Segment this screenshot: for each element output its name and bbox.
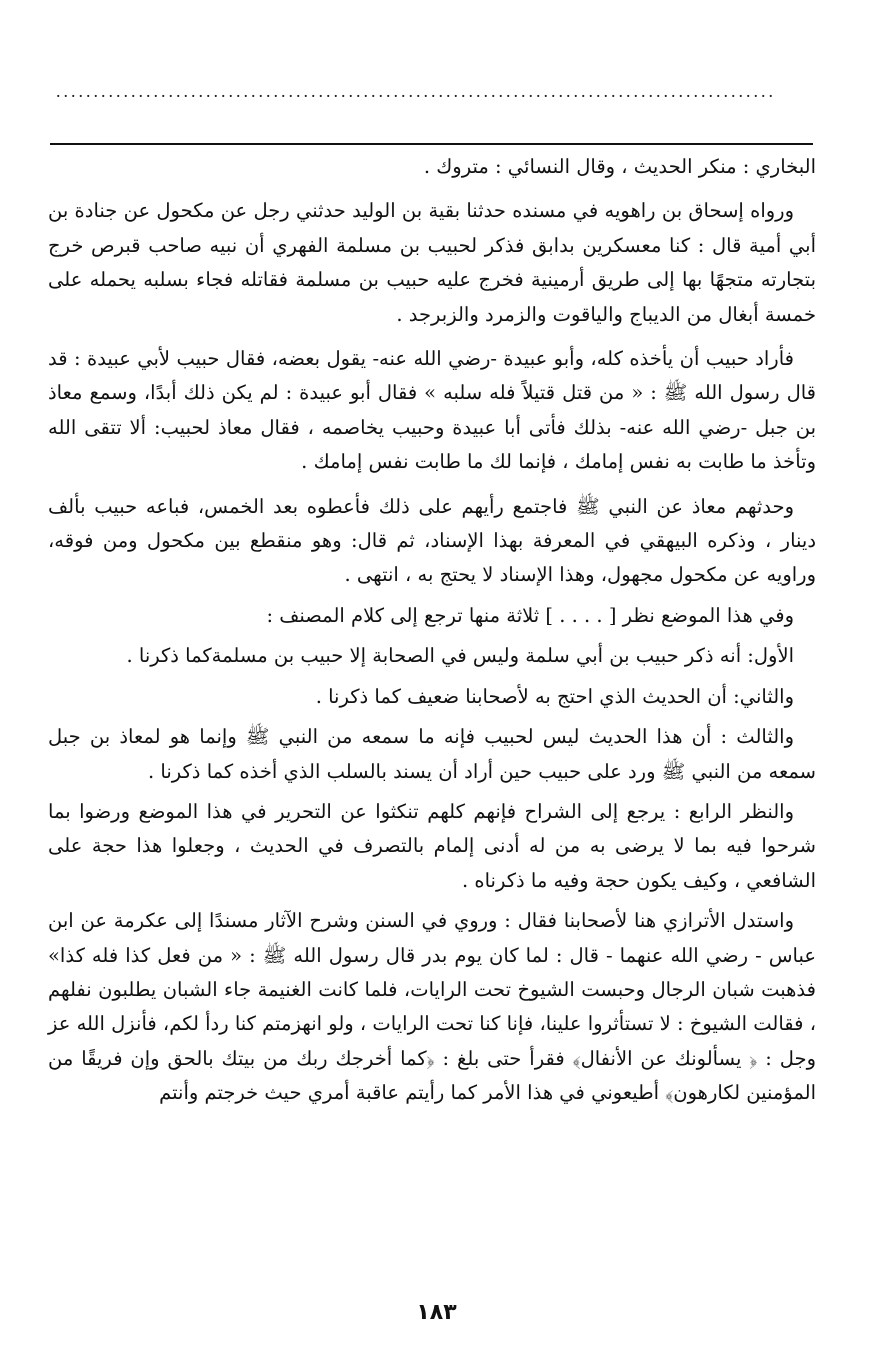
paragraph-8: والثالث : أن هذا الحديث ليس لحبيب فإنه ما سمعه من النبي ﷺ وإنما هو لمعاذ بن جبل سمعه من النبي ﷺ ورد على حبيب حين أراد أن يسند بالسلب الذي أخذه كما ذكرنا . xyxy=(48,725,816,783)
paragraph-5: وفي هذا الموضع نظر [ . . . . ] ثلاثة منها ترجع إلى كلام المصنف : xyxy=(266,603,794,627)
page-text xyxy=(48,150,816,1111)
paragraph-2: ورواه إسحاق بن راهويه في مسنده حدثنا بقية بن الوليد حدثني رجل عن مكحول عن جنادة بن أبي أمية قال : كنا معسكرين بدابق فذكر لحبيب بن مسلمة الفهري أن نبيه صاحب قبرص خرج بتجارته متجهًا بها إلى طريق أرمينية فخرج عليه حبيب بن مسلمة فقاتله فجاء بسلبه يحمله على خمسة أبغال من الديباج والياقوت والزمرد والزبرجد . xyxy=(48,199,816,326)
paragraph-9: والنظر الرابع : يرجع إلى الشراح فإنهم كلهم تنكثوا عن التحرير في هذا الموضع ورضوا بما شرحوا فيه بما لا يرضى به من له أدنى إلمام بالتصرف في الحديث ، وجعلوا هذا حجة على الشافعي ، وكيف يكون حجة وفيه ما ذكرناه . xyxy=(48,799,816,892)
paragraph-1: البخاري : منكر الحديث ، وقال النسائي : متروك . xyxy=(423,155,816,178)
dotted-separator: ................................................................................................ xyxy=(56,84,776,98)
paragraph-7: والثاني: أن الحديث الذي احتج به لأصحابنا ضعيف كما ذكرنا . xyxy=(315,684,794,708)
footnote-rule xyxy=(50,143,813,145)
paragraph-6: الأول: أنه ذكر حبيب بن أبي سلمة وليس في الصحابة إلا حبيب بن مسلمةكما ذكرنا . xyxy=(126,644,794,668)
page-number: ١٨٣ xyxy=(416,1300,457,1325)
paragraph-10: واستدل الأترازي هنا لأصحابنا فقال : وروي في السنن وشرح الآثار مسندًا إلى عكرمة عن ابن عباس - رضي الله عنهما - قال : لما كان يوم بدر قال رسول الله ﷺ : « من فعل كذا فله كذا» فذهبت شبان الرجال وحبست الشيوخ تحت الرايات، فلما كانت الغنيمة جاء الشبان يطلبون نفلهم ، فقالت الشيوخ : لا تستأثروا علينا، فإنا كنا تحت الرايات ، ولو انهزمتم كنا ردأ لكم، فأنزل الله عز وجل : ﴿ يسألونك عن الأنفال﴾ فقرأ حتى بلغ : ﴿كما أخرجك ربك من بيتك بالحق وإن فريقًا من المؤمنين لكارهون﴾ أطيعوني في هذا الأمر كما رأيتم عاقبة أمري حيث خرجتم وأنتم xyxy=(48,909,816,1105)
paragraph-4: وحدثهم معاذ عن النبي ﷺ فاجتمع رأيهم على ذلك فأعطوه بعد الخمس، فباعه حبيب بألف دينار ، وذكره البيهقي في المعرفة بهذا الإسناد، ثم قال: وهو منقطع بين مكحول ومن فوقه، وراويه عن مكحول مجهول، وهذا الإسناد لا يحتج به ، انتهى . xyxy=(48,494,816,587)
paragraph-3: فأراد حبيب أن يأخذه كله، وأبو عبيدة -رضي الله عنه- يقول بعضه، فقال حبيب لأبي عبيدة : قد قال رسول الله ﷺ : « من قتل قتيلاً فله سلبه » فقال أبو عبيدة : لم يكن ذلك أبدًا، وسمع معاذ بن جبل -رضي الله عنه- بذلك فأتى أبا عبيدة وحبيب يخاصمه ، فقال معاذ لحبيب: ألا تتقى الله وتأخذ ما طابت به نفس إمامك ، فإنما لك ما طابت نفس إمامك . xyxy=(48,347,816,474)
